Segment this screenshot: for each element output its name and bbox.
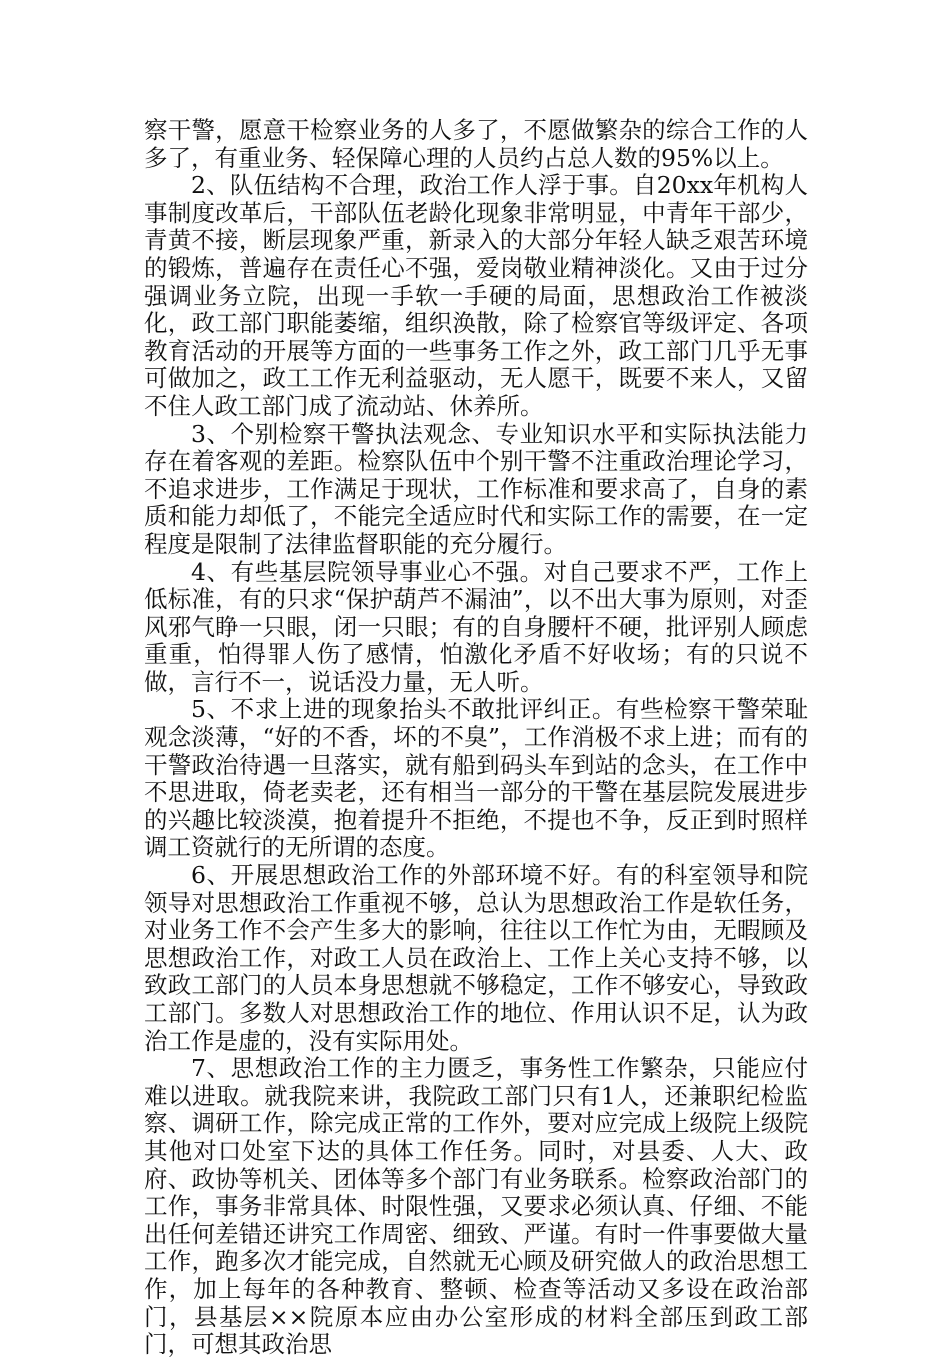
document-body <box>144 117 808 1359</box>
paragraph-item-7: 7、思想政治工作的主力匮乏，事务性工作繁杂，只能应付难以进取。就我院来讲，我院政工部门只有1人，还兼职纪检监察、调研工作，除完成正常的工作外，要对应完成上级院上级院其他对口处室下达的具体工作任务。同时，对县委、人大、政府、政协等机关、团体等多个部门有业务联系。检察政治部门的工作，事务非常具体、时限性强，又要求必须认真、仔细、不能出任何差错还讲究工作周密、细致、严谨。有时一件事要做大量工作，跑多次才能完成，自然就无心顾及研究做人的政治思想工作，加上每年的各种教育、整顿、检查等活动又多设在政治部门，县基层××院原本应由办公室形成的材料全部压到政工部门，可想其政治思 <box>144 1054 808 1359</box>
paragraph-item-3: 3、个别检察干警执法观念、专业知识水平和实际执法能力存在着客观的差距。检察队伍中个别干警不注重政治理论学习，不追求进步，工作满足于现状，工作标准和要求高了，自身的素质和能力却低了，不能完全适应时代和实际工作的需要，在一定程度是限制了法律监督职能的充分履行。 <box>144 419 808 558</box>
paragraph-item-2: 2、队伍结构不合理，政治工作人浮于事。自20xx年机构人事制度改革后，干部队伍老龄化现象非常明显，中青年干部少，青黄不接，断层现象严重，新录入的大部分年轻人缺乏艰苦环境的锻炼，普遍存在责任心不强，爱岗敬业精神淡化。又由于过分强调业务立院，出现一手软一手硬的局面，思想政治工作被淡化，政工部门职能萎缩，组织涣散，除了检察官等级评定、各项教育活动的开展等方面的一些事务工作之外，政工部门几乎无事可做加之，政工工作无利益驱动，无人愿干，既要不来人，又留不住人政工部门成了流动站、休养所。 <box>144 171 808 420</box>
paragraph-item-5: 5、不求上进的现象抬头不敢批评纠正。有些检察干警荣耻观念淡薄，“好的不香，坏的不臭”，工作消极不求上进；而有的干警政治待遇一旦落实，就有船到码头车到站的念头，在工作中不思进取，倚老卖老，还有相当一部分的干警在基层院发展进步的兴趣比较淡漠，抱着提升不拒绝，不提也不争，反正到时照样调工资就行的无所谓的态度。 <box>144 695 808 862</box>
paragraph-item-6: 6、开展思想政治工作的外部环境不好。有的科室领导和院领导对思想政治工作重视不够，总认为思想政治工作是软任务，对业务工作不会产生多大的影响，往往以工作忙为由，无暇顾及思想政治工作，对政工人员在政治上、工作上关心支持不够，以致政工部门的人员本身思想就不够稳定，工作不够安心，导致政工部门。多数人对思想政治工作的地位、作用认识不足，认为政治工作是虚的，没有实际用处。 <box>144 861 808 1055</box>
paragraph-item-4: 4、有些基层院领导事业心不强。对自己要求不严，工作上低标准，有的只求“保护葫芦不漏油”，以不出大事为原则，对歪风邪气睁一只眼，闭一只眼；有的自身腰杆不硬，批评别人顾虑重重，怕得罪人伤了感情，怕激化矛盾不好收场；有的只说不做，言行不一，说话没力量，无人听。 <box>144 557 808 696</box>
paragraph-continuation: 察干警，愿意干检察业务的人多了，不愿做繁杂的综合工作的人多了，有重业务、轻保障心理的人员约占总人数的95%以上。 <box>144 116 808 172</box>
